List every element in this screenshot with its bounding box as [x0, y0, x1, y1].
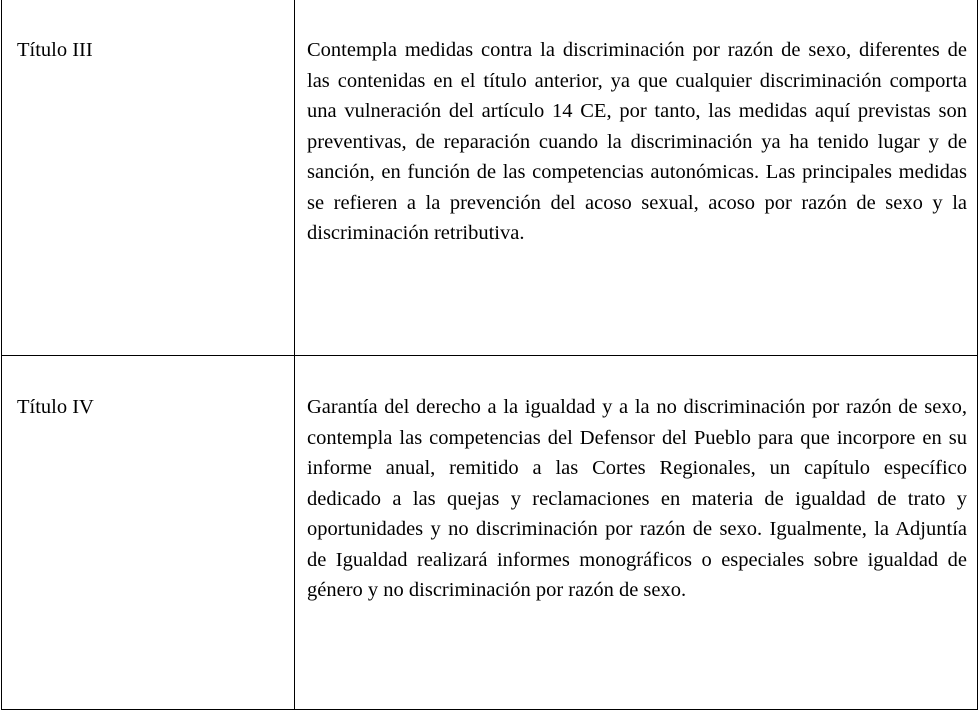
row-title-cell [2, 0, 295, 356]
row-description: Contempla medidas contra la discriminación por razón de sexo, diferentes de las contenidas en el título anterior, ya que cualquier discriminación comporta una vulneración del artículo 14 CE, por tanto, las medidas aquí previstas son preventivas, de reparación cuando la discriminación ya ha tenido lugar y de sanción, en función de las competencias autonómicas. Las principales medidas se refieren a la prevención del acoso sexual, acoso por razón de sexo y la discriminación retributiva. [307, 39, 967, 244]
table-row [2, 0, 978, 356]
row-title: Título IV [17, 396, 94, 418]
row-title-cell [2, 356, 295, 710]
row-description: Garantía del derecho a la igualdad y a la no discriminación por razón de sexo, contempla las competencias del Defensor del Pueblo para que incorpore en su informe anual, remitido a las Cortes Regionales, un capítulo específico dedicado a las quejas y reclamaciones en materia de igualdad de trato y oportunidades y no discriminación por razón de sexo. Igualmente, la Adjuntía de Igualdad realizará informes monográficos o especiales sobre igualdad de género y no discriminación por razón de sexo. [307, 396, 967, 601]
document-table [1, 0, 978, 710]
row-description-cell [295, 356, 978, 710]
row-title: Título III [17, 39, 93, 61]
table-row [2, 356, 978, 710]
row-description-cell [295, 0, 978, 356]
